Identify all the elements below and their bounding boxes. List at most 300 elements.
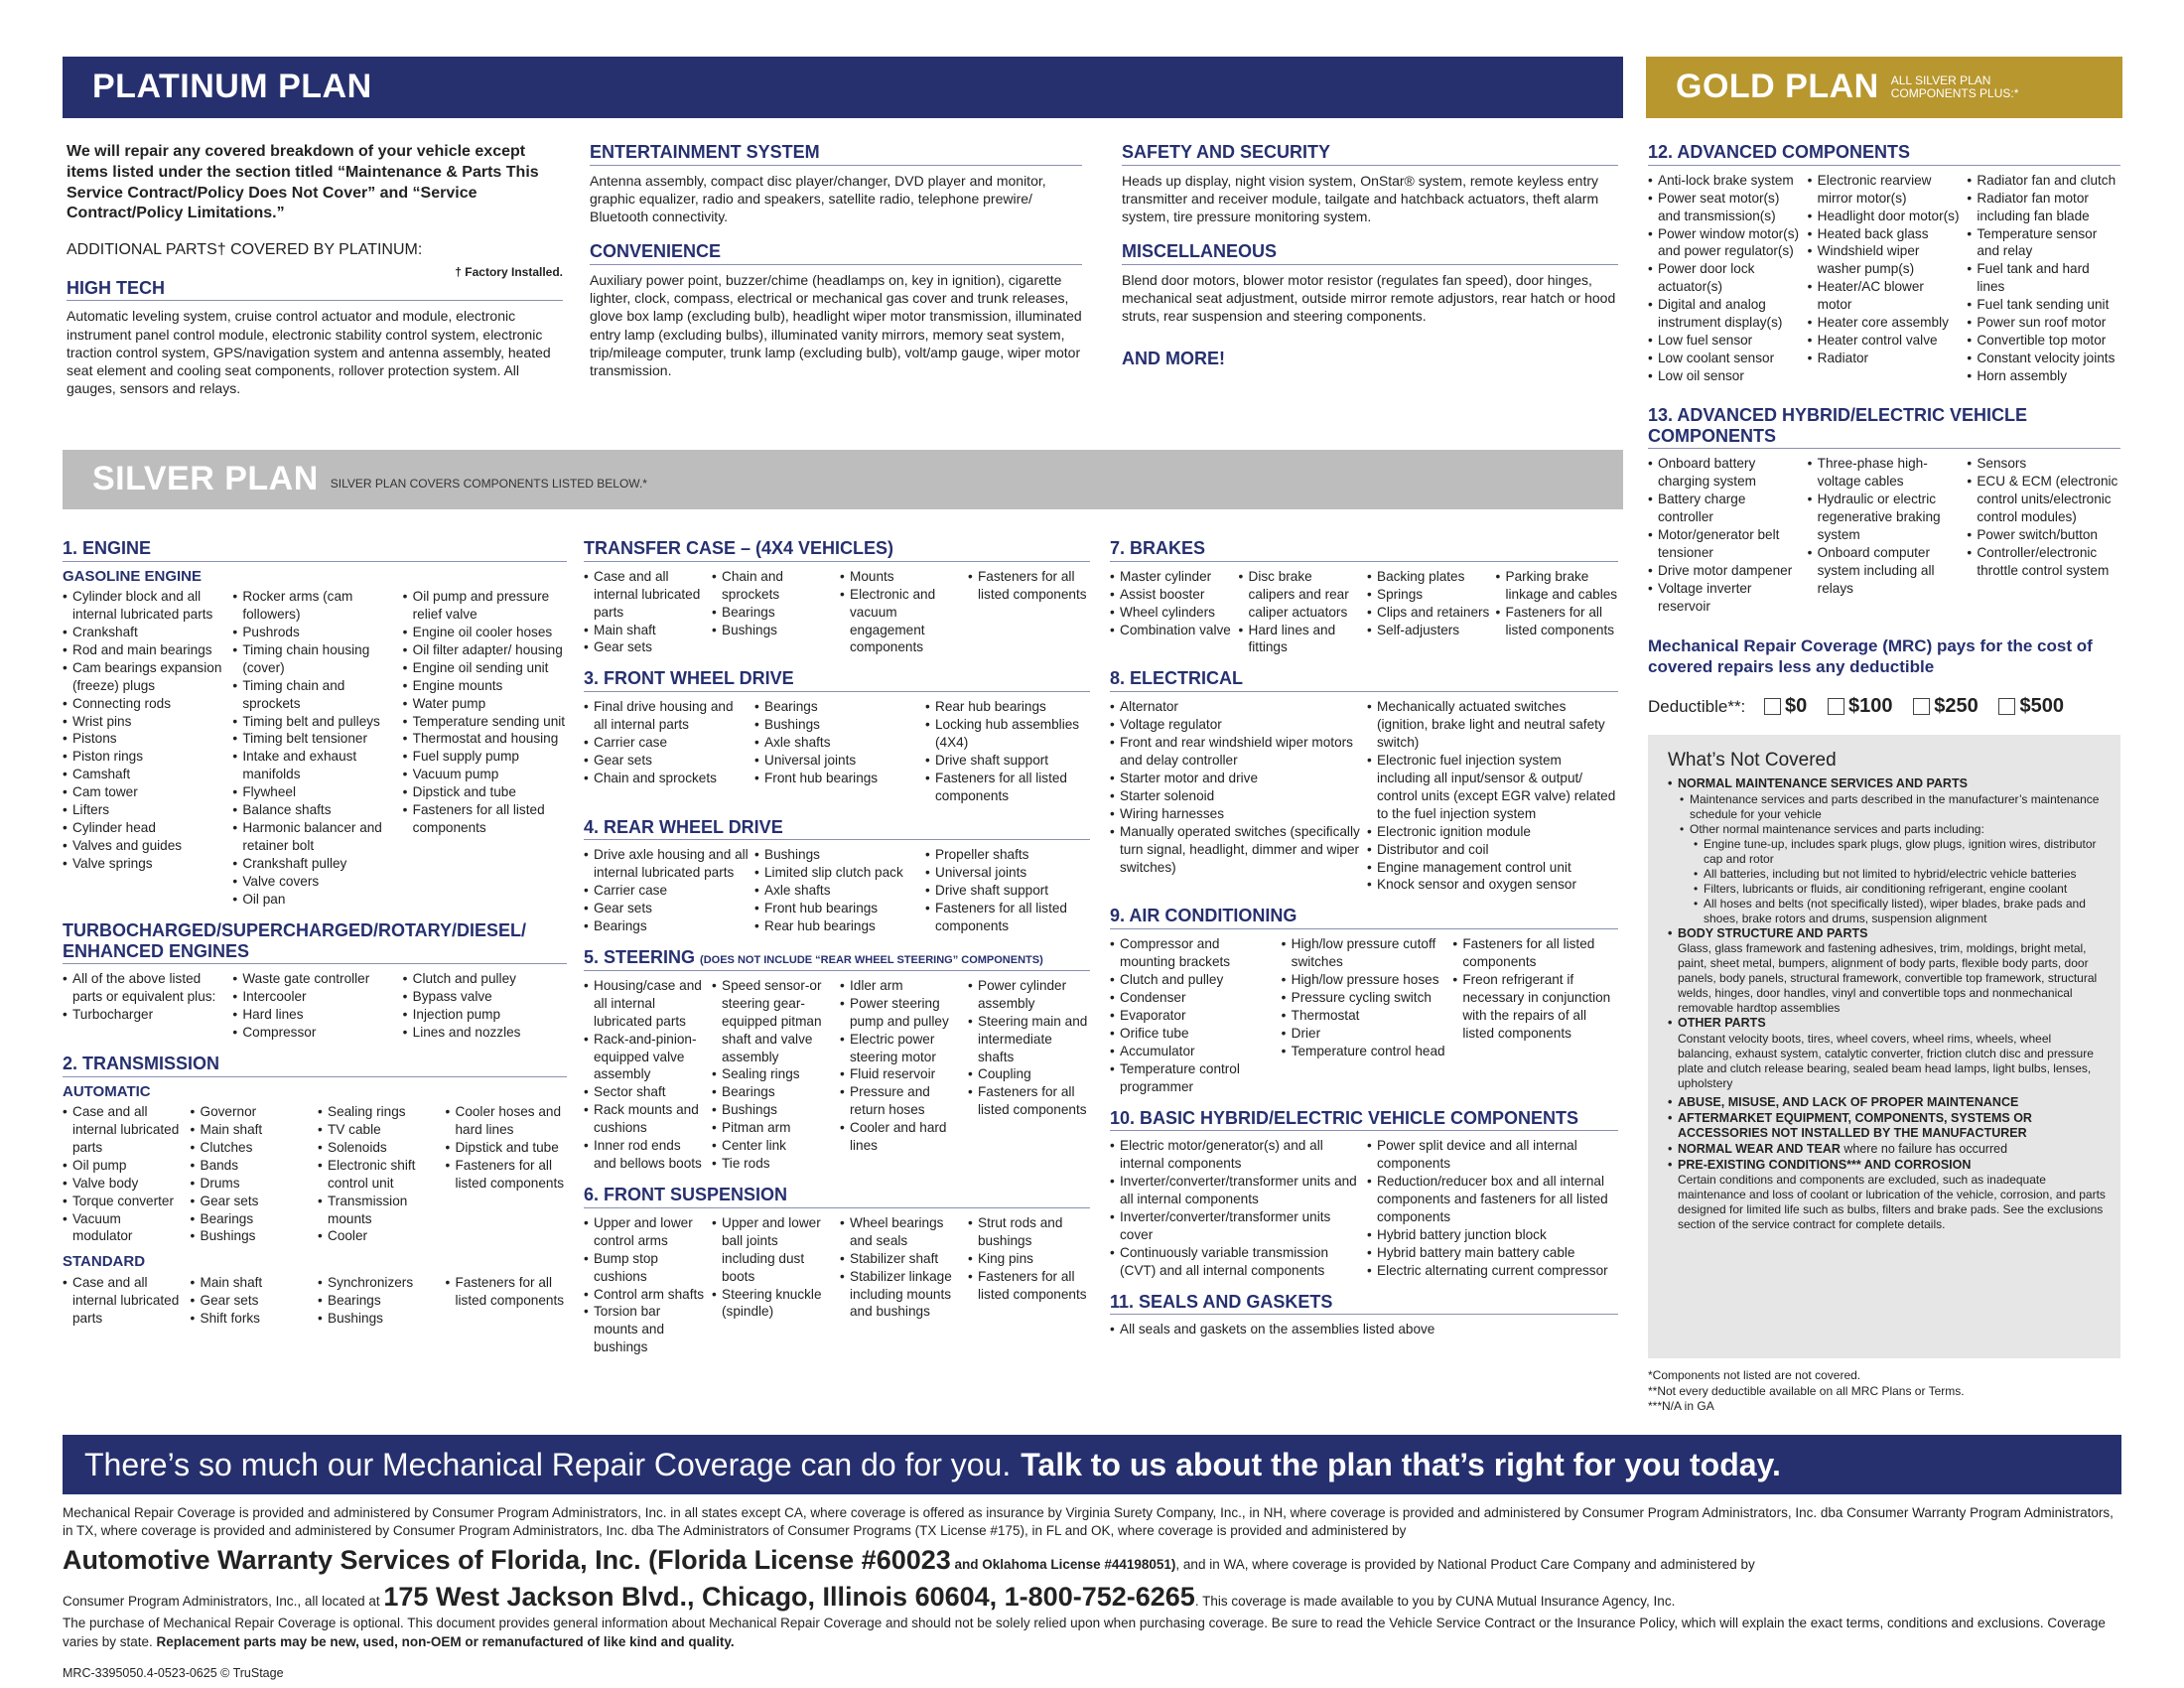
list-item: • Electronic shift control unit xyxy=(318,1157,440,1193)
list-item: • Cooler hoses and hard lines xyxy=(446,1103,568,1139)
footnote: **Not every deductible available on all MRC Plans or Terms. xyxy=(1648,1383,1965,1398)
list-item: • Onboard battery charging system xyxy=(1648,455,1802,491)
list-item: • All of the above listed parts or equivalent plus: xyxy=(63,970,226,1006)
list-item: • Drive axle housing and all internal lubricated parts xyxy=(584,846,749,882)
list-item: • Timing belt and pulleys xyxy=(232,713,396,731)
list-item: • Radiator fan and clutch xyxy=(1967,172,2120,190)
wnc-body-text: Glass, glass framework and fastening adhesives, trim, moldings, bright metal, paint, sheet metal, bumpers, alignment of body parts, flexible body parts, door panels, body panels, structural framework, convertible top framework, structural welds, hinges, door handles, vinyl and convertible tops and nonmechanical removable hardtop assemblies xyxy=(1678,941,2098,1016)
list-item: • All batteries, including but not limited to hybrid/electric vehicle batteries xyxy=(1694,867,2107,882)
steering-list xyxy=(584,977,1090,1173)
deductible-option: $0 xyxy=(1785,694,1808,717)
platinum-col-3 xyxy=(1122,142,1618,369)
list-item: • Timing belt tensioner xyxy=(232,730,396,748)
list-item: • Wheel cylinders xyxy=(1110,604,1233,622)
standard-heading: STANDARD xyxy=(63,1253,146,1271)
list-item: • Electronic and vacuum engagement components xyxy=(840,586,962,657)
list-item: • Housing/case and all internal lubricated parts xyxy=(584,977,706,1031)
list-item: • Turbocharger xyxy=(63,1006,226,1024)
list-item: • Engine oil cooler hoses xyxy=(403,624,567,641)
list-item: • Transmission mounts xyxy=(318,1193,440,1228)
fwd-heading: 3. FRONT WHEEL DRIVE xyxy=(584,668,1090,692)
list-item: • Synchronizers xyxy=(318,1274,440,1292)
list-item: • Fasteners for all listed components xyxy=(968,1268,1090,1304)
list-item: • Pressure and return hoses xyxy=(840,1083,962,1119)
legal-code: MRC-3395050.4-0523-0625 © TruStage xyxy=(63,1665,284,1680)
list-item: • Temperature control head xyxy=(1282,1043,1447,1060)
list-item: • Fasteners for all listed components xyxy=(968,568,1090,604)
list-item: • All hoses and belts (not specifically listed), wiper blades, brake pads and shoes, brake rotors and drums, suspension alignment xyxy=(1694,897,2107,926)
platinum-additional: ADDITIONAL PARTS† COVERED BY PLATINUM: xyxy=(67,241,423,259)
steering-title: 5. STEERING xyxy=(584,947,696,968)
list-item: • Universal joints xyxy=(925,864,1090,882)
list-item: • Chain and sprockets xyxy=(584,770,749,787)
list-item: • Low coolant sensor xyxy=(1648,350,1802,367)
list-item: • Cooler and hard lines xyxy=(840,1119,962,1155)
silver-title: SILVER PLAN xyxy=(92,460,319,498)
list-item: • Timing chain and sprockets xyxy=(232,677,396,713)
list-item: • Fluid reservoir xyxy=(840,1065,962,1083)
list-item: • Bushings xyxy=(318,1310,440,1328)
wnc-pre: • PRE-EXISTING CONDITIONS*** AND CORROSION xyxy=(1668,1158,2107,1174)
list-item: • Upper and lower ball joints including dust boots xyxy=(712,1214,834,1286)
legal-p4: . This coverage is made available to you by CUNA Mutual Insurance Agency, Inc. xyxy=(1194,1593,1676,1609)
list-item: • Main shaft xyxy=(191,1121,313,1139)
list-item: • Bushings xyxy=(754,846,919,864)
list-item: • Fasteners for all listed components xyxy=(446,1274,568,1310)
list-item: • Springs xyxy=(1367,586,1490,604)
list-item: • Inverter/converter/transformer units and all internal components xyxy=(1110,1173,1361,1208)
list-item: • Alternator xyxy=(1110,698,1361,716)
list-item: • Camshaft xyxy=(63,766,226,783)
deductible-checkbox-100[interactable] xyxy=(1828,698,1844,715)
gold-s12-col xyxy=(1808,172,1962,385)
list-item: • Radiator xyxy=(1808,350,1962,367)
list-item: • Temperature sending unit xyxy=(403,713,567,731)
basic-hybrid-list xyxy=(1110,1137,1618,1280)
list-item: • Cam tower xyxy=(63,783,226,801)
list-item: • Fasteners for all listed components xyxy=(446,1157,568,1193)
ac-list xyxy=(1110,935,1618,1095)
list-item: • Piston rings xyxy=(63,748,226,766)
list-item: • Temperature sensor and relay xyxy=(1967,225,2120,261)
list-item: • Oil filter adapter/ housing xyxy=(403,641,567,659)
list-item: • Valve covers xyxy=(232,873,396,891)
list-item: • Heater control valve xyxy=(1808,332,1962,350)
advanced-hybrid-heading: 13. ADVANCED HYBRID/ELECTRIC VEHICLE COMPONENTS xyxy=(1648,405,2120,449)
list-item: • Heater core assembly xyxy=(1808,314,1962,332)
footnote: ***N/A in GA xyxy=(1648,1399,1714,1414)
list-item: • Pushrods xyxy=(232,624,396,641)
list-item: • Drier xyxy=(1282,1025,1447,1043)
gold-title: GOLD PLAN xyxy=(1676,68,1879,106)
list-item: • Fasteners for all listed components xyxy=(968,1083,1090,1119)
legal-p1: Mechanical Repair Coverage is provided and administered by Consumer Program Administrators, Inc. in all states except CA, where coverage is offered as insurance by Virginia Surety Company, Inc., in NH, where coverage is provided and administered by Consumer Program Administrators, Inc. dba Consumer Warranty Program Administrators, in TX, where coverage is provided and administered by Consumer Program Administrators, Inc. dba The Administrators of Consumer Programs (TX License #175), in FL and OK, where coverage is provided and administered by xyxy=(63,1505,2114,1539)
banner-bold: Talk to us about the plan that’s right for you today. xyxy=(1021,1446,1781,1482)
list-item: • Onboard computer system including all relays xyxy=(1808,544,1962,598)
front-suspension-list xyxy=(584,1214,1090,1357)
list-item: • King pins xyxy=(968,1250,1090,1268)
list-item: • Radiator fan motor including fan blade xyxy=(1967,190,2120,225)
gold-subtitle: ALL SILVER PLAN COMPONENTS PLUS:* xyxy=(1890,72,2019,100)
list-item: • Voltage regulator xyxy=(1110,716,1361,734)
list-item: • Fasteners for all listed components xyxy=(925,900,1090,935)
list-item: • Heated back glass xyxy=(1808,225,1962,243)
list-item: • Cylinder head xyxy=(63,819,226,837)
legal-address-line xyxy=(63,1579,2121,1615)
list-item: • Gear sets xyxy=(584,638,706,656)
list-item: • Gear sets xyxy=(584,752,749,770)
list-item: • Coupling xyxy=(968,1065,1090,1083)
wnc-other: • OTHER PARTS xyxy=(1668,1016,2107,1032)
misc-text: Blend door motors, blower motor resistor (regulates fan speed), door hinges, mechanical seat adjustment, outside mirror remote adjustors, rear hatch or hood struts, rear suspension and steering components. xyxy=(1122,271,1616,325)
platinum-col-2 xyxy=(590,142,1082,379)
list-item: • Engine tune-up, includes spark plugs, glow plugs, ignition wires, distributor cap and rotor xyxy=(1694,837,2107,867)
wnc-wear-text: where no failure has occurred xyxy=(1840,1141,2008,1156)
engine-heading: 1. ENGINE xyxy=(63,538,567,562)
standard-list xyxy=(63,1274,567,1328)
list-item: • Rocker arms (cam followers) xyxy=(232,588,396,624)
convenience-heading: CONVENIENCE xyxy=(590,241,1082,265)
list-item: • Compressor xyxy=(232,1024,396,1042)
legal-p3: Consumer Program Administrators, Inc., all located at xyxy=(63,1593,384,1609)
brakes-heading: 7. BRAKES xyxy=(1110,538,1618,562)
list-item: • Rack mounts and cushions xyxy=(584,1101,706,1137)
legal-p5: The purchase of Mechanical Repair Coverage is optional. This document provides general information about Mechanical Repair Coverage and should not be solely relied upon when purchasing coverage. Be sure to read the Vehicle Service Contract or the Insurance Policy, which will explain the exact terms, conditions and exclusions. Coverage varies by state. xyxy=(63,1616,2106,1649)
whats-not-covered-box xyxy=(1648,735,2120,1358)
list-item: • Timing chain housing (cover) xyxy=(232,641,396,677)
list-item: • Stabilizer shaft xyxy=(840,1250,962,1268)
legal-ok: and Oklahoma License #44198051) xyxy=(950,1557,1176,1573)
high-tech-heading: HIGH TECH xyxy=(67,278,563,302)
list-item: • Cam bearings expansion (freeze) plugs xyxy=(63,659,226,695)
list-item: • Starter motor and drive xyxy=(1110,770,1361,787)
wnc-title: What’s Not Covered xyxy=(1668,750,1837,771)
list-item: • Battery charge controller xyxy=(1648,491,1802,526)
list-item: • Inner rod ends and bellows boots xyxy=(584,1137,706,1173)
wnc-pre-text: Certain conditions and components are excluded, such as inadequate maintenance and loss of coolant or lubrication of the vehicle, corrosion, and parts designed for limited life such as bulbs, filters and brake pads. See the exclusions section of the service contract for complete details. xyxy=(1678,1173,2106,1232)
front-suspension-heading: 6. FRONT SUSPENSION xyxy=(584,1185,1090,1208)
wnc-abuse: • ABUSE, MISUSE, AND LACK OF PROPER MAINTENANCE xyxy=(1668,1095,2107,1111)
list-item: • Control arm shafts xyxy=(584,1286,706,1304)
list-item: • All seals and gaskets on the assemblies listed above xyxy=(1110,1321,1618,1338)
list-item: • Electric alternating current compressor xyxy=(1367,1262,1618,1280)
list-item: • Steering knuckle (spindle) xyxy=(712,1286,834,1322)
list-item: • Front hub bearings xyxy=(754,900,919,917)
deductible-option: $500 xyxy=(2019,694,2064,717)
list-item: • Backing plates xyxy=(1367,568,1490,586)
list-item: • Fasteners for all listed components xyxy=(925,770,1090,805)
rwd-list xyxy=(584,846,1090,935)
list-item: • Vacuum modulator xyxy=(63,1210,185,1246)
list-item: • Condenser xyxy=(1110,989,1276,1007)
list-item: • Clutches xyxy=(191,1139,313,1157)
turbo-heading: TURBOCHARGED/SUPERCHARGED/ROTARY/DIESEL/ ENHANCED ENGINES xyxy=(63,920,567,964)
list-item: • Front hub bearings xyxy=(754,770,919,787)
transmission-heading: 2. TRANSMISSION xyxy=(63,1054,567,1077)
rwd-heading: 4. REAR WHEEL DRIVE xyxy=(584,817,1090,841)
list-item: • Clutch and pulley xyxy=(403,970,567,988)
list-item: • ECU & ECM (electronic control units/electronic control modules) xyxy=(1967,473,2120,526)
list-item: • Anti-lock brake system xyxy=(1648,172,1802,190)
gold-s12-col xyxy=(1648,172,1802,385)
gold-s13-col xyxy=(1648,455,1802,615)
list-item: • Bearings xyxy=(584,917,749,935)
advanced-components-list xyxy=(1648,172,2120,385)
list-item: • Front and rear windshield wiper motors and delay controller xyxy=(1110,734,1361,770)
list-item: • Oil pump and pressure relief valve xyxy=(403,588,567,624)
list-item: • Vacuum pump xyxy=(403,766,567,783)
list-item: • Carrier case xyxy=(584,882,749,900)
list-item: • Governor xyxy=(191,1103,313,1121)
list-item: • Fuel supply pump xyxy=(403,748,567,766)
automatic-list xyxy=(63,1103,567,1246)
list-item: • Combination valve xyxy=(1110,622,1233,639)
list-item: • Idler arm xyxy=(840,977,962,995)
list-item: • Low fuel sensor xyxy=(1648,332,1802,350)
list-item: • Harmonic balancer and retainer bolt xyxy=(232,819,396,855)
list-item: • Motor/generator belt tensioner xyxy=(1648,526,1802,562)
list-item: • Pressure cycling switch xyxy=(1282,989,1447,1007)
banner-light: There’s so much our Mechanical Repair Coverage can do for you. xyxy=(84,1446,1012,1482)
list-item: • Freon refrigerant if necessary in conjunction with the repairs of all listed components xyxy=(1452,971,1618,1043)
list-item: • Bushings xyxy=(712,622,834,639)
list-item: • Lines and nozzles xyxy=(403,1024,567,1042)
list-item: • Self-adjusters xyxy=(1367,622,1490,639)
turbo-list xyxy=(63,970,567,1042)
list-item: • Accumulator xyxy=(1110,1043,1276,1060)
list-item: • Shift forks xyxy=(191,1310,313,1328)
list-item: • Main shaft xyxy=(584,622,706,639)
list-item: • Fuel tank and hard lines xyxy=(1967,260,2120,296)
list-item: • Fasteners for all listed components xyxy=(1496,604,1619,639)
transfer-case-heading: TRANSFER CASE – (4X4 VEHICLES) xyxy=(584,538,1090,562)
basic-hybrid-heading: 10. BASIC HYBRID/ELECTRIC VEHICLE COMPONENTS xyxy=(1110,1108,1618,1132)
list-item: • Chain and sprockets xyxy=(712,568,834,604)
list-item: • Dipstick and tube xyxy=(446,1139,568,1157)
list-item: • Drive shaft support xyxy=(925,752,1090,770)
list-item: • Thermostat xyxy=(1282,1007,1447,1025)
list-item: • Low oil sensor xyxy=(1648,367,1802,385)
list-item: • Drive motor dampener xyxy=(1648,562,1802,580)
gold-column xyxy=(1648,142,2120,719)
entertainment-text: Antenna assembly, compact disc player/changer, DVD player and monitor, graphic equalizer, radio and speakers, satellite radio, telephone prewire/ Bluetooth connectivity. xyxy=(590,172,1046,225)
list-item: • Propeller shafts xyxy=(925,846,1090,864)
list-item: • Hydraulic or electric regenerative braking system xyxy=(1808,491,1962,544)
automatic-heading: AUTOMATIC xyxy=(63,1082,151,1100)
steering-heading xyxy=(584,947,1090,971)
silver-header xyxy=(63,450,1623,509)
list-item: • Power window motor(s) and power regulator(s) xyxy=(1648,225,1802,261)
footnote: *Components not listed are not covered. xyxy=(1648,1368,1861,1382)
factory-note: † Factory Installed. xyxy=(455,264,563,279)
wnc-wear-item xyxy=(1668,1142,2107,1158)
engine-list xyxy=(63,588,567,909)
list-item: • Controller/electronic throttle control system xyxy=(1967,544,2120,580)
list-item: • Torsion bar mounts and bushings xyxy=(584,1303,706,1356)
gold-s13-col xyxy=(1808,455,1962,615)
seals-list xyxy=(1110,1321,1618,1338)
brakes-list xyxy=(1110,568,1618,657)
list-item: • Case and all internal lubricated parts xyxy=(584,568,706,622)
list-item: • Knock sensor and oxygen sensor xyxy=(1367,876,1618,894)
list-item: • Electronic fuel injection system including all input/sensor & output/ control units (except EGR valve) related to the fuel injection system xyxy=(1367,752,1618,823)
list-item: • Gear sets xyxy=(584,900,749,917)
list-item: • Rear hub bearings xyxy=(925,698,1090,716)
list-item: • Compressor and mounting brackets xyxy=(1110,935,1276,971)
list-item: • Electric power steering motor xyxy=(840,1031,962,1066)
list-item: • Case and all internal lubricated parts xyxy=(63,1103,185,1157)
list-item: • Voltage inverter reservoir xyxy=(1648,580,1802,616)
deductible-checkbox-500[interactable] xyxy=(1998,698,2015,715)
list-item: • Tie rods xyxy=(712,1155,834,1173)
list-item: • Center link xyxy=(712,1137,834,1155)
list-item: • Pistons xyxy=(63,730,226,748)
list-item: • Limited slip clutch pack xyxy=(754,864,919,882)
steering-note: (DOES NOT INCLUDE “REAR WHEEL STEERING” COMPONENTS) xyxy=(700,954,1043,967)
list-item: • Rear hub bearings xyxy=(754,917,919,935)
list-item: • Convertible top motor xyxy=(1967,332,2120,350)
list-item: • Power switch/button xyxy=(1967,526,2120,544)
list-item: • Disc brake calipers and rear caliper actuators xyxy=(1239,568,1362,622)
list-item: • Mounts xyxy=(840,568,962,586)
legal-p5b: Replacement parts may be new, used, non-OEM or remanufactured of like kind and quality. xyxy=(156,1633,735,1649)
list-item: • Valves and guides xyxy=(63,837,226,855)
list-item: • Case and all internal lubricated parts xyxy=(63,1274,185,1328)
legal-p2: , and in WA, where coverage is provided by National Product Care Company and administered by xyxy=(1175,1557,1755,1573)
misc-heading: MISCELLANEOUS xyxy=(1122,241,1618,265)
list-item: • Rack-and-pinion-equipped valve assembly xyxy=(584,1031,706,1084)
list-item: • Oil pump xyxy=(63,1157,185,1175)
list-item: • Continuously variable transmission (CVT) and all internal components xyxy=(1110,1244,1361,1280)
deductible-option: $100 xyxy=(1848,694,1893,717)
electrical-heading: 8. ELECTRICAL xyxy=(1110,668,1618,692)
list-item: • Fasteners for all listed components xyxy=(403,801,567,837)
silver-col-2 xyxy=(584,538,1090,1356)
silver-col-1 xyxy=(63,538,567,1327)
safety-heading: SAFETY AND SECURITY xyxy=(1122,142,1618,166)
list-item: • Bearings xyxy=(754,698,919,716)
list-item: • Intake and exhaust manifolds xyxy=(232,748,396,783)
list-item: • Dipstick and tube xyxy=(403,783,567,801)
list-item: • Engine oil sending unit xyxy=(403,659,567,677)
fwd-list xyxy=(584,698,1090,805)
legal-p5-line xyxy=(63,1615,2121,1650)
list-item: • Rod and main bearings xyxy=(63,641,226,659)
advanced-hybrid-list xyxy=(1648,455,2120,615)
list-item: • Orifice tube xyxy=(1110,1025,1276,1043)
list-item: • Headlight door motor(s) xyxy=(1808,208,1962,225)
list-item: • Filters, lubricants or fluids, air conditioning refrigerant, engine coolant xyxy=(1694,882,2107,897)
list-item: • Valve body xyxy=(63,1175,185,1193)
footnotes xyxy=(1648,1368,2120,1415)
transfer-list xyxy=(584,568,1090,657)
list-item: • Crankshaft pulley xyxy=(232,855,396,873)
list-item: • Speed sensor-or steering gear-equipped pitman shaft and valve assembly xyxy=(712,977,834,1066)
list-item: • Electric motor/generator(s) and all internal components xyxy=(1110,1137,1361,1173)
list-item: • Main shaft xyxy=(191,1274,313,1292)
list-item: • Mechanically actuated switches (ignition, brake light and neutral safety switch) xyxy=(1367,698,1618,752)
list-item: • Bearings xyxy=(712,1083,834,1101)
list-item: • Bearings xyxy=(318,1292,440,1310)
list-item: • Hybrid battery junction block xyxy=(1367,1226,1618,1244)
list-item: • Engine management control unit xyxy=(1367,859,1618,877)
safety-text: Heads up display, night vision system, OnStar® system, remote keyless entry transmitter and receiver module, tailgate and hatchback actuators, theft alarm system, tire pressure monitoring system. xyxy=(1122,172,1599,225)
list-item: • Power split device and all internal components xyxy=(1367,1137,1618,1173)
list-item: • Stabilizer linkage including mounts and bushings xyxy=(840,1268,962,1322)
list-item: • Power seat motor(s) and transmission(s) xyxy=(1648,190,1802,225)
and-more: AND MORE! xyxy=(1122,348,1225,368)
electrical-list xyxy=(1110,698,1618,894)
legal-address: 175 West Jackson Blvd., Chicago, Illinois 60604, 1-800-752-6265 xyxy=(383,1581,1195,1612)
list-item: • Wrist pins xyxy=(63,713,226,731)
list-item: • Three-phase high-voltage cables xyxy=(1808,455,1962,491)
list-item: • Electronic rearview mirror motor(s) xyxy=(1808,172,1962,208)
list-item: • Locking hub assemblies (4X4) xyxy=(925,716,1090,752)
list-item: • Maintenance services and parts described in the manufacturer’s maintenance schedule for your vehicle xyxy=(1680,792,2107,822)
list-item: • Sealing rings xyxy=(712,1065,834,1083)
list-item: • Clips and retainers xyxy=(1367,604,1490,622)
list-item: • Cylinder block and all internal lubricated parts xyxy=(63,588,226,624)
gold-header xyxy=(1646,57,2122,118)
list-item: • Power steering pump and pulley xyxy=(840,995,962,1031)
advanced-components-heading: 12. ADVANCED COMPONENTS xyxy=(1648,142,2120,166)
deductible-checkbox-0[interactable] xyxy=(1764,698,1781,715)
list-item: • Flywheel xyxy=(232,783,396,801)
seals-heading: 11. SEALS AND GASKETS xyxy=(1110,1292,1618,1316)
list-item: • Bearings xyxy=(712,604,834,622)
platinum-title: PLATINUM PLAN xyxy=(92,68,372,106)
list-item: • Upper and lower control arms xyxy=(584,1214,706,1250)
wnc-body: • BODY STRUCTURE AND PARTS xyxy=(1668,926,2107,942)
list-item: • Drive shaft support xyxy=(925,882,1090,900)
convenience-text: Auxiliary power point, buzzer/chime (headlamps on, key in ignition), cigarette lighter, clock, compass, electrical or mechanical gas cover and trunk releases, glove box lamp (excluding bulb), headlight wiper motor transmission, illuminated entry lamp (excluding bulbs), illuminated vanity mirrors, memory seat system, trip/mileage computer, trunk lamp (excluding bulb), volt/amp gauge, wiper motor transmission. xyxy=(590,271,1082,378)
list-item: • Intercooler xyxy=(232,988,396,1006)
list-item: • Heater/AC blower motor xyxy=(1808,278,1962,314)
list-item: • Evaporator xyxy=(1110,1007,1276,1025)
high-tech-text: Automatic leveling system, cruise control actuator and module, electronic instrument panel control module, electronic stability control system, electronic traction control system, GPS/navigation system and antenna assembly, heated seat element and cooling seat components, rollover protection system. All gauges, sensors and relays. xyxy=(67,308,551,397)
list-item: • Injection pump xyxy=(403,1006,567,1024)
list-item: • Constant velocity joints xyxy=(1967,350,2120,367)
list-item: • Fuel tank sending unit xyxy=(1967,296,2120,314)
ac-heading: 9. AIR CONDITIONING xyxy=(1110,906,1618,929)
silver-subtitle: SILVER PLAN COVERS COMPONENTS LISTED BELOW.* xyxy=(330,477,647,492)
list-item: • Sealing rings xyxy=(318,1103,440,1121)
list-item: • Inverter/converter/transformer units cover xyxy=(1110,1208,1361,1244)
entertainment-heading: ENTERTAINMENT SYSTEM xyxy=(590,142,1082,166)
list-item: • Drums xyxy=(191,1175,313,1193)
mrc-statement: Mechanical Repair Coverage (MRC) pays for the cost of covered repairs less any deductible xyxy=(1648,635,2093,677)
list-item: • Strut rods and bushings xyxy=(968,1214,1090,1250)
list-item: • Gear sets xyxy=(191,1292,313,1310)
deductible-checkbox-250[interactable] xyxy=(1913,698,1930,715)
list-item: • Cooler xyxy=(318,1227,440,1245)
list-item: • Electronic ignition module xyxy=(1367,823,1618,841)
list-item: • Power cylinder assembly xyxy=(968,977,1090,1013)
list-item: • Starter solenoid xyxy=(1110,787,1361,805)
gasoline-engine-heading: GASOLINE ENGINE xyxy=(63,567,203,585)
list-item: • Thermostat and housing xyxy=(403,730,567,748)
list-item: • Valve springs xyxy=(63,855,226,873)
list-item: • Bushings xyxy=(712,1101,834,1119)
list-item: • TV cable xyxy=(318,1121,440,1139)
list-item: • Parking brake linkage and cables xyxy=(1496,568,1619,604)
list-item: • Horn assembly xyxy=(1967,367,2120,385)
list-item: • Bearings xyxy=(191,1210,313,1228)
list-item: • Oil pan xyxy=(232,891,396,909)
platinum-col-1 xyxy=(67,142,563,397)
legal-company: Automotive Warranty Services of Florida, Inc. (Florida License #60023 xyxy=(63,1545,951,1576)
deductible-label: Deductible**: xyxy=(1648,696,1746,716)
